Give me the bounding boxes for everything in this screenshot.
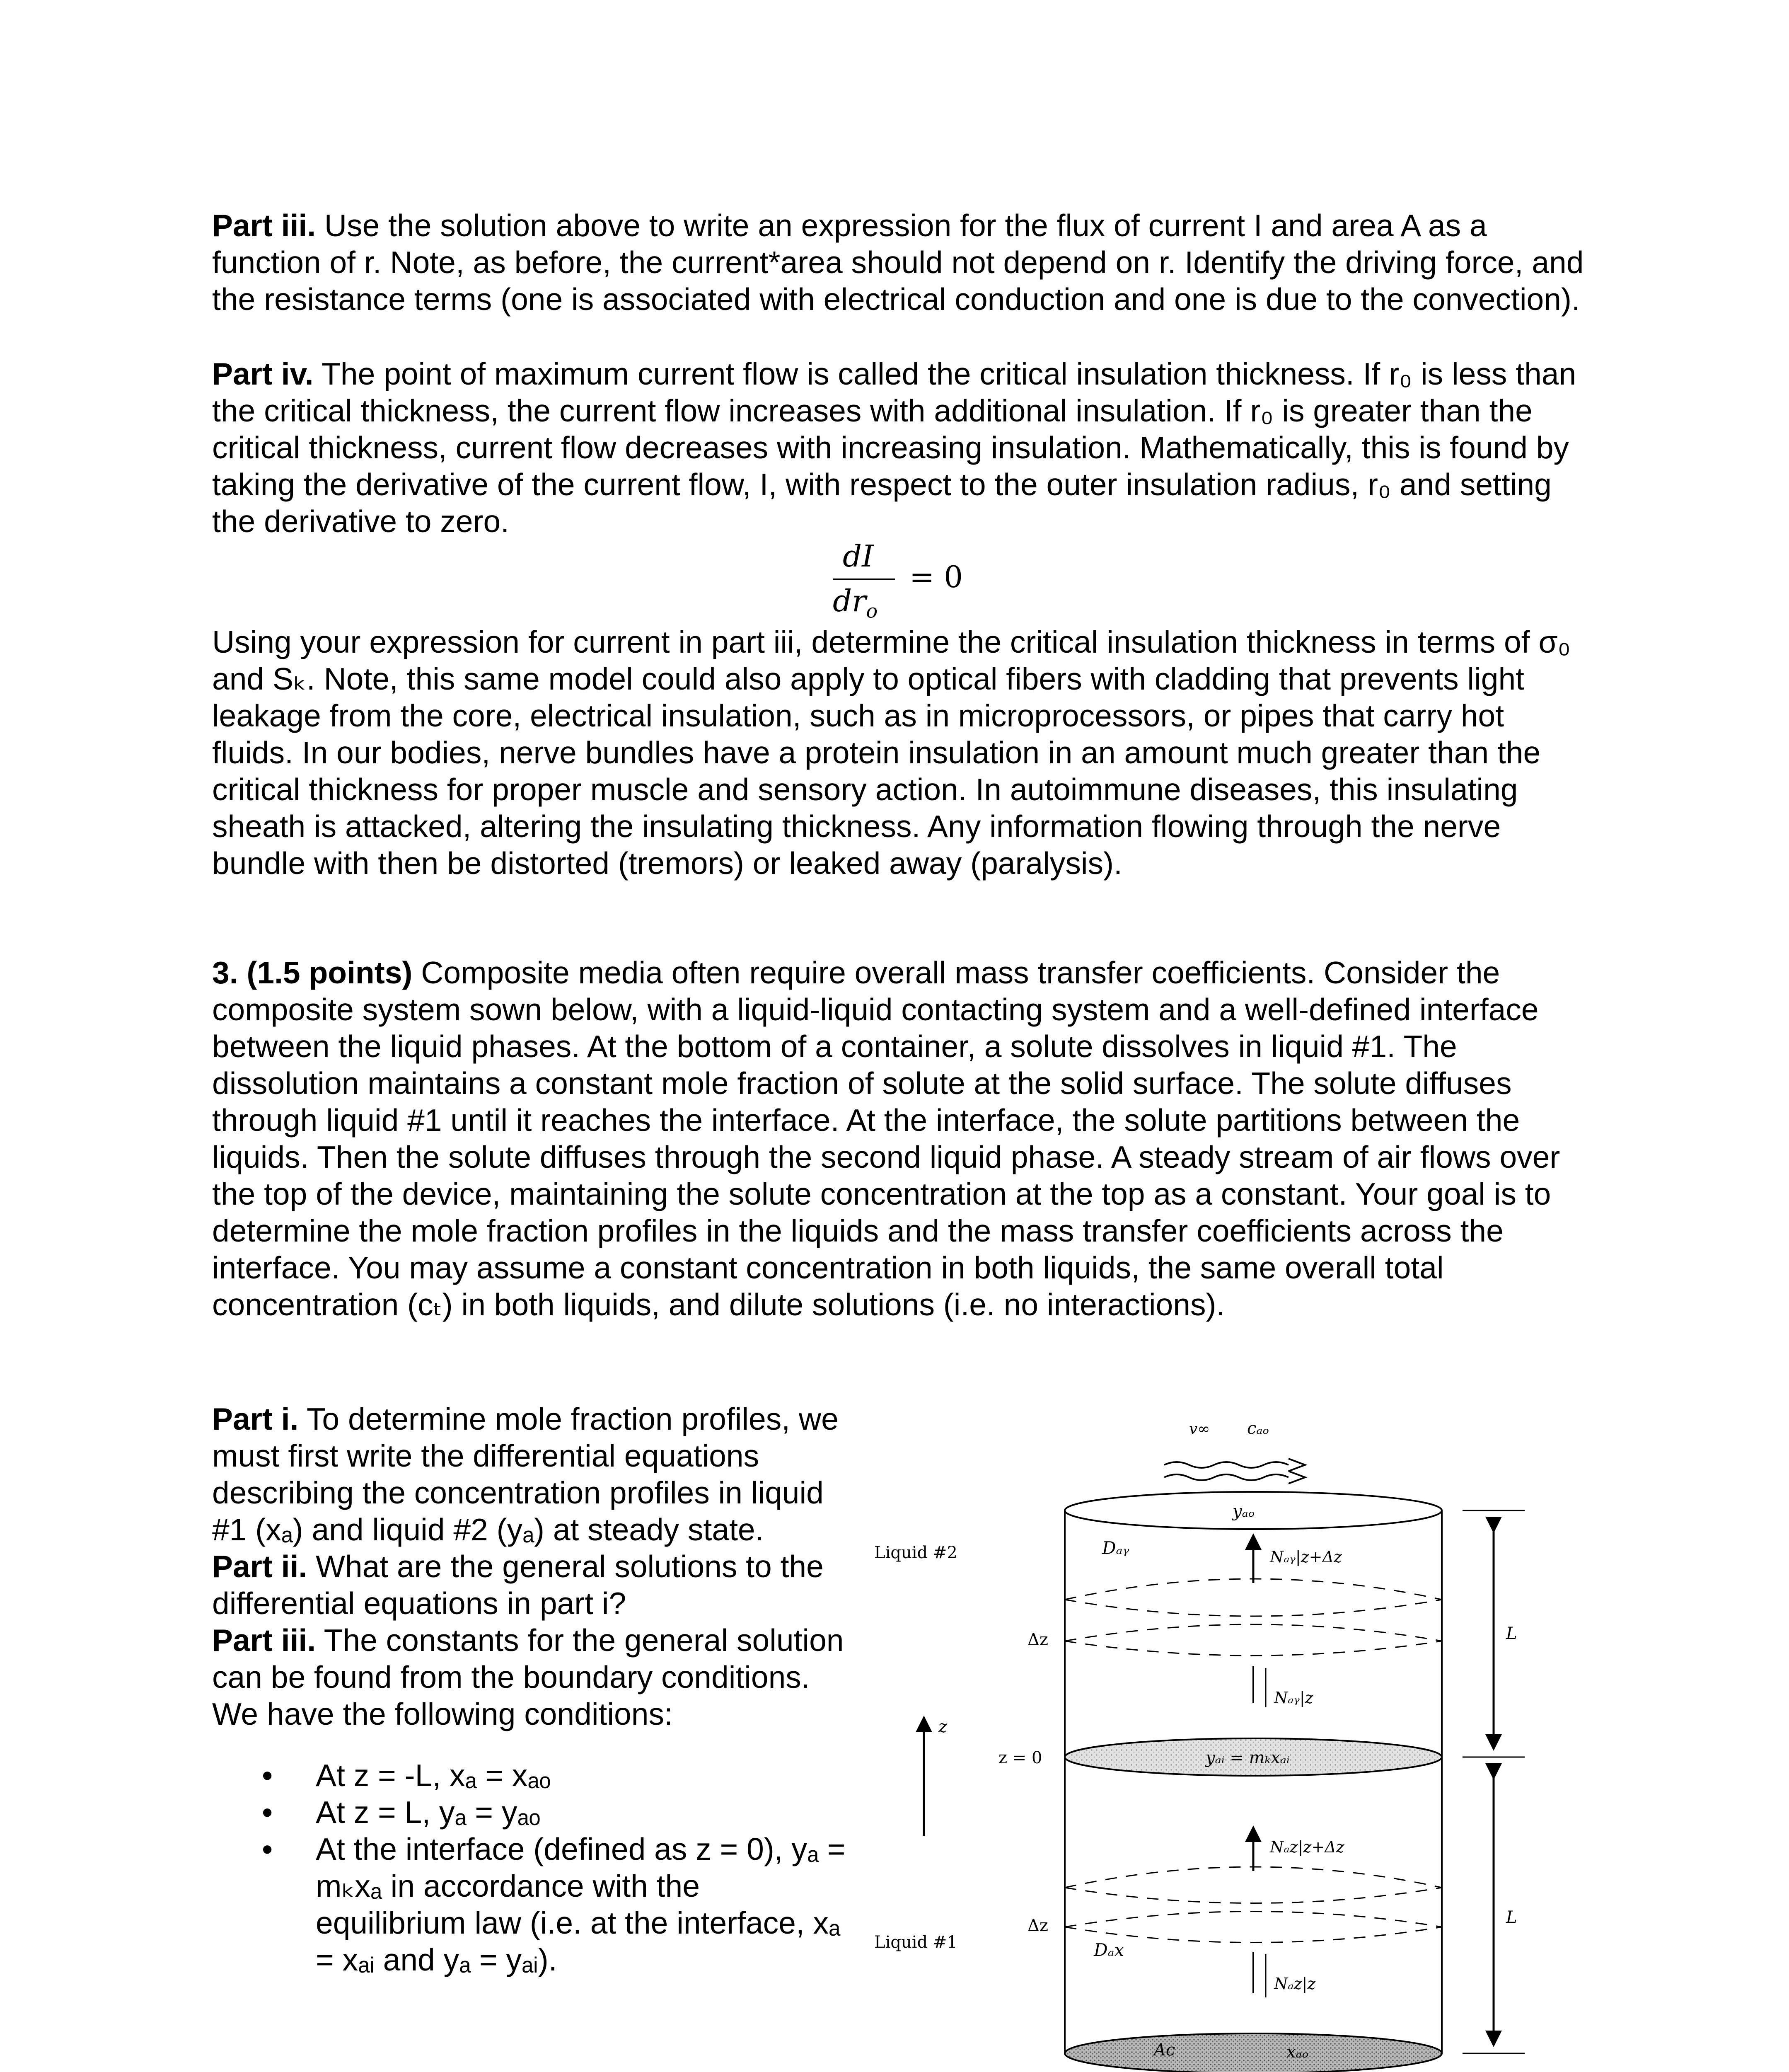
diffusivity-ay-label: Dₐᵧ bbox=[1102, 1538, 1129, 1558]
part-iii-label: Part iii. bbox=[212, 208, 316, 243]
parts-left-column bbox=[212, 1401, 858, 1733]
interface-equilibrium-label: yₐᵢ = mₖxₐᵢ bbox=[1206, 1748, 1290, 1767]
part-i-label: Part i. bbox=[212, 1402, 299, 1436]
z-zero-label: z = 0 bbox=[998, 1748, 1042, 1767]
y-ao-label: yₐₒ bbox=[1233, 1502, 1255, 1521]
derivative-equation bbox=[824, 539, 990, 630]
bullet-item: • At z = -L, xₐ = xₐₒ bbox=[212, 1757, 858, 1794]
area-label: Aᴄ bbox=[1154, 2041, 1175, 2060]
delta-z-lower: Δz bbox=[1027, 1916, 1048, 1935]
delta-z-upper: Δz bbox=[1027, 1630, 1048, 1649]
equation-numerator: dI bbox=[843, 539, 874, 574]
part-i-text: To determine mole fraction profiles, we must first write the differential equations describing the concentration profiles in liquid #1 (xₐ) and liquid #2 (yₐ) at steady state. bbox=[212, 1402, 839, 1547]
part-iv-label: Part iv. bbox=[212, 356, 314, 391]
fraction-bar bbox=[833, 579, 895, 580]
air-flow-arrows bbox=[1164, 1459, 1305, 1484]
flux-az-z: Nₐz|z bbox=[1274, 1975, 1316, 1993]
bullet-item: • At the interface (defined as z = 0), yₐ = mₖxₐ in accordance with the equilibrium law (i.e. at the interface, xₐ = xₐᵢ and yₐ = yₐᵢ). bbox=[262, 1832, 846, 1977]
flux-ay-z-plus-dz: Nₐᵧ|z+Δz bbox=[1270, 1548, 1342, 1566]
part-iii-paragraph bbox=[212, 207, 1588, 318]
composite-media-diagram bbox=[862, 1401, 1533, 2072]
dimension-lines bbox=[1463, 1510, 1525, 2053]
bullet-dot-icon: • bbox=[262, 1795, 273, 1830]
question-3-paragraph bbox=[212, 954, 1588, 1323]
bullet-dot-icon: • bbox=[262, 1832, 273, 1866]
x-ao-label: xₐₒ bbox=[1286, 2043, 1308, 2062]
flux-ay-z: Nₐᵧ|z bbox=[1274, 1689, 1313, 1707]
z-axis-label: z bbox=[938, 1717, 948, 1736]
length-lower-label: L bbox=[1506, 1908, 1517, 1927]
question-3-text: Composite media often require overall mass transfer coefficients. Consider the composite system sown below, with a liquid-liquid contacting system and a well-defined interface between the liquid phases. At the bottom of a container, a solute dissolves in liquid #1. The dissolution maintains a constant mole fraction of solute at the solid surface. The solute diffuses through liquid #1 until it reaches the interface. At the interface, the solute partitions between the liquids. Then the solute diffuses through the second liquid phase. A steady stream of air flows over the top of the device, maintaining the solute concentration at the top as a constant. Your goal is to determine the mole fraction profiles in the liquids and the mass transfer coefficients across the interface. You may assume a constant concentration in both liquids, the same overall total concentration (cₜ) in both liquids, and dilute solutions (i.e. no interactions). bbox=[212, 955, 1560, 1322]
boundary-conditions-list bbox=[212, 1757, 858, 1978]
part-iv-paragraph bbox=[212, 356, 1588, 540]
equation-rhs: = 0 bbox=[909, 559, 963, 594]
v-inf-label: v∞ bbox=[1189, 1421, 1210, 1438]
solid-surface bbox=[1065, 2033, 1442, 2072]
flux-az-z-plus-dz: Nₐz|z+Δz bbox=[1270, 1838, 1344, 1856]
bullet-dot-icon: • bbox=[262, 1758, 273, 1793]
part-ii-text: What are the general solutions to the differential equations in part i? bbox=[212, 1549, 824, 1621]
c-ao-label: cₐₒ bbox=[1247, 1419, 1269, 1438]
upper-dashed-shell bbox=[1065, 1579, 1442, 1656]
part-iv-text: The point of maximum current flow is called the critical insulation thickness. If r₀ is less than the critical thickness, the current flow increases with additional insulation. If r₀ is greater than the critical thickness, current flow decreases with increasing insulation. Mathematically, this is found by taking the derivative of the current flow, I, with respect to the outer insulation radius, r₀ and setting the derivative to zero. bbox=[212, 356, 1576, 539]
diffusivity-ax-label: Dₐx bbox=[1094, 1940, 1124, 1960]
length-upper-label: L bbox=[1506, 1624, 1517, 1643]
bullet-item: • At z = L, yₐ = yₐₒ bbox=[212, 1794, 858, 1831]
part-iii-text: Use the solution above to write an expression for the flux of current I and area A as a function of r. Note, as before, the current*area should not depend on r. Identify the driving force, and the resistance terms (one is associated with electrical conduction and one is due to the convection). bbox=[212, 208, 1584, 317]
part-iv-continuation: Using your expression for current in part iii, determine the critical insulation thickness in terms of σ₀ and Sₖ. Note, this same model could also apply to optical fibers with cladding that prevents light leakage from the core, electrical insulation, such as in microprocessors, or pipes that carry hot fluids. In our bodies, nerve bundles have a protein insulation in an amount much greater than the critical thickness for proper muscle and sensory action. In autoimmune diseases, this insulating sheath is attacked, altering the insulating thickness. Any information flowing through the nerve bundle with then be distorted (tremors) or leaked away (paralysis). bbox=[212, 625, 1571, 881]
part-ii-label: Part ii. bbox=[212, 1549, 307, 1584]
lower-dashed-shell bbox=[1065, 1867, 1442, 1943]
liquid-1-label: Liquid #1 bbox=[874, 1933, 957, 1952]
part-iii-b-label: Part iii. bbox=[212, 1623, 316, 1658]
part-iii-b-text: The constants for the general solution can be found from the boundary conditions. We have the following conditions: bbox=[212, 1623, 844, 1731]
equation-denominator: $dr_o$ bbox=[833, 583, 878, 622]
liquid-2-label: Liquid #2 bbox=[874, 1543, 957, 1562]
question-3-label: 3. (1.5 points) bbox=[212, 955, 413, 990]
